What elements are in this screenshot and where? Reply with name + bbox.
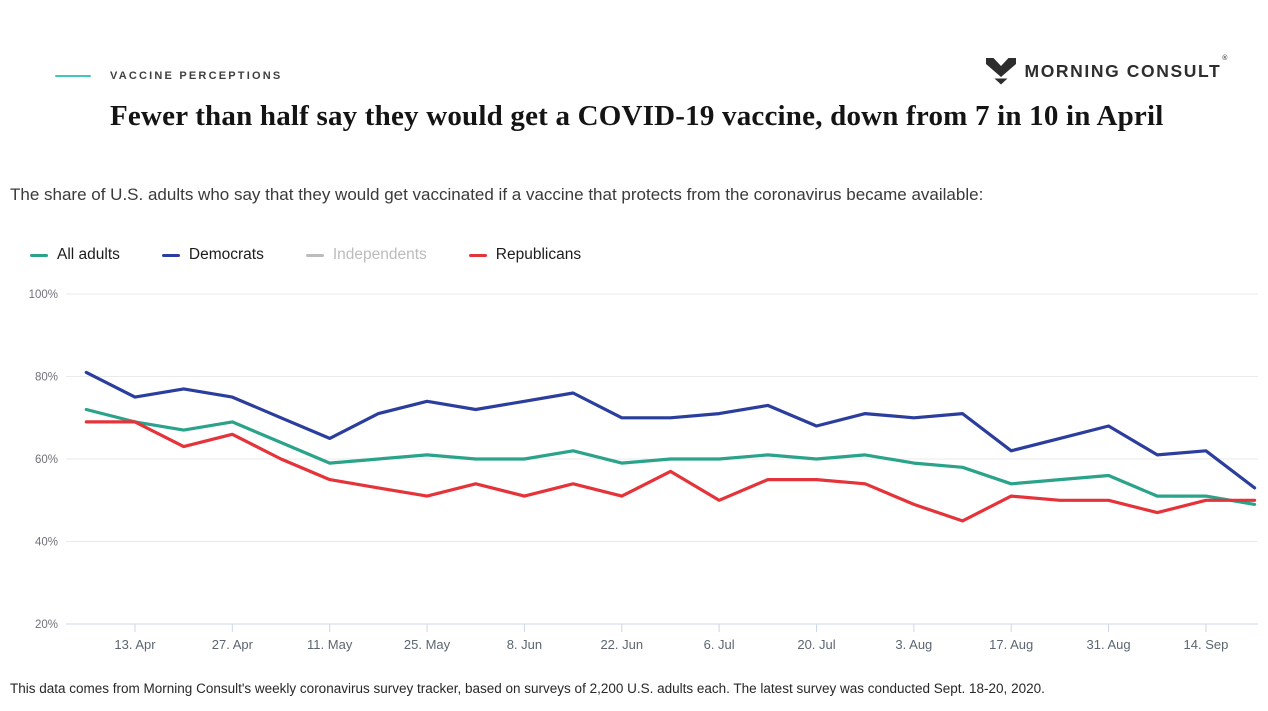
legend-swatch-independents — [306, 254, 324, 257]
x-axis-label: 11. May — [307, 637, 353, 652]
registered-mark: ® — [1222, 55, 1229, 62]
x-axis-label: 20. Jul — [797, 637, 836, 652]
series-line-republicans[interactable] — [86, 422, 1254, 521]
kicker-dash-icon — [55, 75, 91, 77]
x-axis-label: 17. Aug — [989, 637, 1034, 652]
legend-item-all-adults[interactable] — [30, 246, 120, 264]
page-title: Fewer than half say they would get a COVID-19 vaccine, down from 7 in 10 in April — [110, 100, 1164, 132]
morning-consult-m-icon — [986, 58, 1016, 85]
y-axis-label: 60% — [34, 454, 58, 466]
legend-item-republicans[interactable] — [469, 246, 581, 264]
x-axis-label: 13. Apr — [114, 637, 156, 652]
kicker — [55, 70, 282, 82]
brand-name: MORNING CONSULT® — [1024, 55, 1229, 81]
legend-label-republicans: Republicans — [495, 246, 582, 263]
source-note: This data comes from Morning Consult's weekly coronavirus survey tracker, based on surveys of 2,200 U.S. adults each. The latest survey was conducted Sept. 18-20, 2020. — [10, 681, 1045, 696]
legend-item-democrats[interactable] — [162, 246, 264, 264]
y-axis-label: 80% — [34, 371, 58, 384]
x-axis-label: 22. Jun — [600, 637, 644, 652]
header-row — [55, 55, 1229, 85]
chart-legend — [30, 246, 581, 264]
x-axis-label: 31. Aug — [1086, 637, 1131, 652]
chart-area — [0, 280, 1268, 670]
legend-swatch-democrats — [162, 254, 180, 257]
x-axis-label: 14. Sep — [1183, 637, 1229, 652]
legend-label-all-adults: All adults — [57, 246, 120, 263]
y-axis-label: 100% — [28, 289, 58, 301]
y-axis-label: 40% — [34, 536, 58, 549]
brand-logo — [986, 55, 1229, 85]
legend-label-democrats: Democrats — [188, 246, 264, 263]
legend-label-independents: Independents — [332, 246, 427, 263]
chart-subtitle: The share of U.S. adults who say that they would get vaccinated if a vaccine that protects from the coronavirus became available: — [10, 185, 984, 204]
x-axis-label: 3. Aug — [895, 637, 933, 652]
series-line-all-adults[interactable] — [86, 410, 1254, 505]
kicker-label: VACCINE PERCEPTIONS — [110, 70, 283, 82]
legend-swatch-all-adults — [30, 254, 48, 257]
x-axis-label: 25. May — [403, 637, 451, 652]
x-axis-label: 6. Jul — [703, 637, 735, 652]
legend-item-independents[interactable] — [306, 246, 427, 264]
x-axis-label: 27. Apr — [211, 637, 253, 652]
y-axis-label: 20% — [34, 619, 58, 631]
legend-swatch-republicans — [469, 254, 487, 257]
x-axis-label: 8. Jun — [506, 637, 543, 652]
line-chart[interactable] — [0, 280, 1268, 670]
